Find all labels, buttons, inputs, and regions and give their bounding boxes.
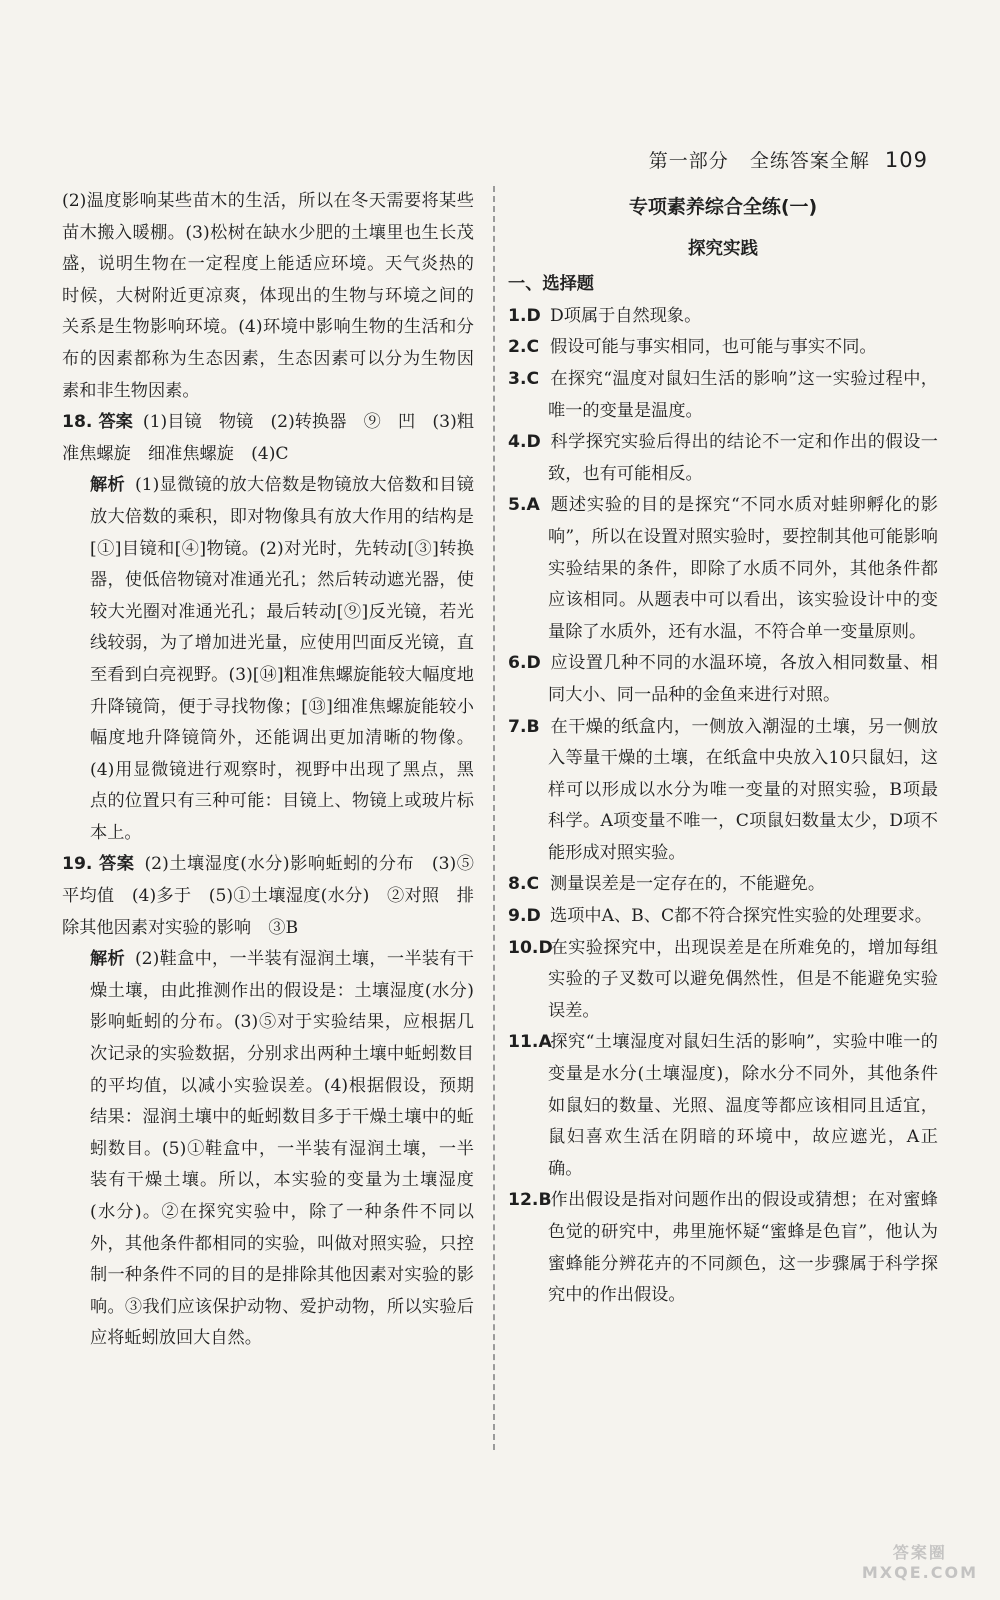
part-heading: 一、选择题 bbox=[508, 274, 594, 295]
answer-number: 10.D bbox=[508, 937, 553, 958]
q19-number: 19. bbox=[62, 854, 93, 875]
answer-item bbox=[508, 933, 938, 1028]
answer-item bbox=[508, 1027, 938, 1185]
answer-text: 选项中A、B、C都不符合探究性实验的处理要求。 bbox=[550, 906, 932, 927]
answer-item bbox=[508, 869, 938, 901]
answer-item bbox=[508, 427, 938, 490]
q18-number: 18. bbox=[62, 412, 93, 433]
answer-number: 8.C bbox=[508, 874, 540, 895]
right-column bbox=[508, 186, 938, 1470]
q17-continuation: (2)温度影响某些苗木的生活，所以在冬天需要将某些苗木搬入暖棚。(3)松树在缺水少肥的土壤里也生长茂盛，说明生物在一定程度上能适应环境。天气炎热的时候，大树附近更凉爽，体现出的生物与环境之间的关系是生物影响环境。(4)环境中影响生物的生活和分布的因素都称为生态因素，生态因素可以分为生物因素和非生物因素。 bbox=[62, 191, 474, 401]
answer-text: 在干燥的纸盒内，一侧放入潮湿的土壤，另一侧放入等量干燥的土壤，在纸盒中央放入10只鼠妇，这样可以形成以水分为唯一变量的对照实验，B项最科学。A项变量不唯一，C项鼠妇数量太少，D项不能形成对照实验。 bbox=[548, 716, 938, 863]
left-column bbox=[62, 186, 474, 1470]
answer-text: 科学探究实验后得出的结论不一定和作出的假设一致，也有可能相反。 bbox=[548, 432, 938, 484]
header-title: 全练答案全解 bbox=[749, 150, 870, 172]
q19-answer-tag: 答案 bbox=[98, 854, 135, 875]
answer-text: 在探究“温度对鼠妇生活的影响”这一实验过程中，唯一的变量是温度。 bbox=[548, 368, 938, 421]
answer-text: D项属于自然现象。 bbox=[550, 305, 702, 326]
answer-number: 5.A bbox=[508, 495, 540, 516]
answer-number: 12.B bbox=[508, 1190, 552, 1211]
answer-list bbox=[508, 301, 938, 1312]
answer-text: 作出假设是指对问题作出的假设或猜想；在对蜜蜂色觉的研究中，弗里施怀疑“蜜蜂是色盲”，他认为蜜蜂能分辨花卉的不同颜色，这一步骤属于科学探究中的作出假设。 bbox=[548, 1190, 938, 1306]
answer-text: 应设置几种不同的水温环境，各放入相同数量、相同大小、同一品种的金鱼来进行对照。 bbox=[548, 653, 938, 705]
answer-item bbox=[508, 1185, 938, 1311]
answer-text: 在实验探究中，出现误差是在所难免的，增加每组实验的子叉数可以避免偶然性，但是不能避免实验误差。 bbox=[548, 937, 938, 1021]
q19-answer bbox=[62, 849, 474, 944]
watermark-line1: 答案圈 bbox=[892, 1543, 947, 1562]
answer-item bbox=[508, 332, 938, 364]
q19-explanation-text: (2)鞋盒中，一半装有湿润土壤，一半装有干燥土壤，由此推测作出的假设是：土壤湿度(水分)影响蚯蚓的分布。(3)⑤对于实验结果，应根据几次记录的实验数据，分别求出两种土壤中蚯蚓数目的平均值，以减小实验误差。(4)根据假设，预期结果：湿润土壤中的蚯蚓数目多于干燥土壤中的蚯蚓数目。(5)①鞋盒中，一半装有湿润土壤，一半装有干燥土壤。所以，本实验的变量为土壤湿度(水分)。②在探究实验中，除了一种条件不同以外，其他条件都相同的实验，叫做对照实验，只控制一种条件不同的目的是排除其他因素对实验的影响。③我们应该保护动物、爱护动物，所以实验后应将蚯蚓放回大自然。 bbox=[90, 949, 474, 1349]
answer-item bbox=[508, 648, 938, 711]
answer-number: 1.D bbox=[508, 305, 541, 326]
q18-explanation bbox=[62, 470, 474, 849]
q18-explanation-text: (1)显微镜的放大倍数是物镜放大倍数和目镜放大倍数的乘积，即对物像具有放大作用的结构是[①]目镜和[④]物镜。(2)对光时，先转动[③]转换器，使低倍物镜对准通光孔；然后转动遮光器，使较大光圈对准通光孔；最后转动[⑨]反光镜，若光线较弱，为了增加进光量，应使用凹面反光镜，直至看到白亮视野。(3)[⑭]粗准焦螺旋能较大幅度地升降镜筒，便于寻找物像；[⑬]细准焦螺旋能较小幅度地升降镜筒外，还能调出更加清晰的物像。(4)用显微镜进行观察时，视野中出现了黑点，黑点的位置只有三种可能：目镜上、物镜上或玻片标本上。 bbox=[90, 475, 474, 843]
answer-text: 探究“土壤湿度对鼠妇生活的影响”，实验中唯一的变量是水分(土壤湿度)，除水分不同外，其他条件如鼠妇的数量、光照、温度等都应该相同且适宜，鼠妇喜欢生活在阴暗的环境中，故应遮光，A正确。 bbox=[548, 1032, 938, 1179]
answer-item bbox=[508, 301, 938, 333]
answer-text: 题述实验的目的是探究“不同水质对蛙卵孵化的影响”，所以在设置对照实验时，要控制其他可能影响实验结果的条件，即除了水质不同外，其他条件都应该相同。从题表中可以看出，该实验设计中的变量除了水质外，还有水温，不符合单一变量原则。 bbox=[548, 495, 938, 642]
section-title: 专项素养综合全练(一) bbox=[628, 196, 818, 218]
answer-number: 4.D bbox=[508, 432, 541, 453]
q18-answer bbox=[62, 407, 474, 470]
watermark-line2: MXQE.COM bbox=[861, 1563, 978, 1582]
column-divider bbox=[493, 186, 495, 1450]
answer-item bbox=[508, 490, 938, 648]
header-section: 第一部分 bbox=[648, 150, 729, 172]
q19-explanation bbox=[62, 944, 474, 1355]
page-header bbox=[649, 146, 928, 173]
q18-answer-text: (1)目镜 物镜 (2)转换器 ⑨ 凹 (3)粗准焦螺旋 细准焦螺旋 (4)C bbox=[62, 412, 474, 464]
answer-text: 假设可能与事实相同，也可能与事实不同。 bbox=[550, 337, 877, 358]
answer-number: 7.B bbox=[508, 716, 540, 737]
q18-answer-tag: 答案 bbox=[98, 412, 133, 433]
answer-item bbox=[508, 364, 938, 427]
page-number: 109 bbox=[884, 148, 928, 172]
q18-explanation-tag: 解析 bbox=[90, 475, 125, 496]
answer-number: 11.A bbox=[508, 1032, 552, 1053]
answer-item bbox=[508, 901, 938, 933]
q19-answer-text: (2)土壤湿度(水分)影响蚯蚓的分布 (3)⑤平均值 (4)多于 (5)①土壤湿度(水分) ②对照 排除其他因素对实验的影响 ③B bbox=[62, 854, 474, 938]
answer-number: 9.D bbox=[508, 906, 541, 927]
answer-number: 3.C bbox=[508, 368, 540, 389]
section-subtitle: 探究实践 bbox=[688, 238, 758, 259]
answer-item bbox=[508, 712, 938, 870]
q19-explanation-tag: 解析 bbox=[90, 949, 125, 970]
answer-number: 6.D bbox=[508, 653, 541, 674]
answer-text: 测量误差是一定存在的，不能避免。 bbox=[550, 874, 826, 895]
watermark-logo bbox=[862, 1540, 978, 1582]
answer-number: 2.C bbox=[508, 337, 540, 358]
